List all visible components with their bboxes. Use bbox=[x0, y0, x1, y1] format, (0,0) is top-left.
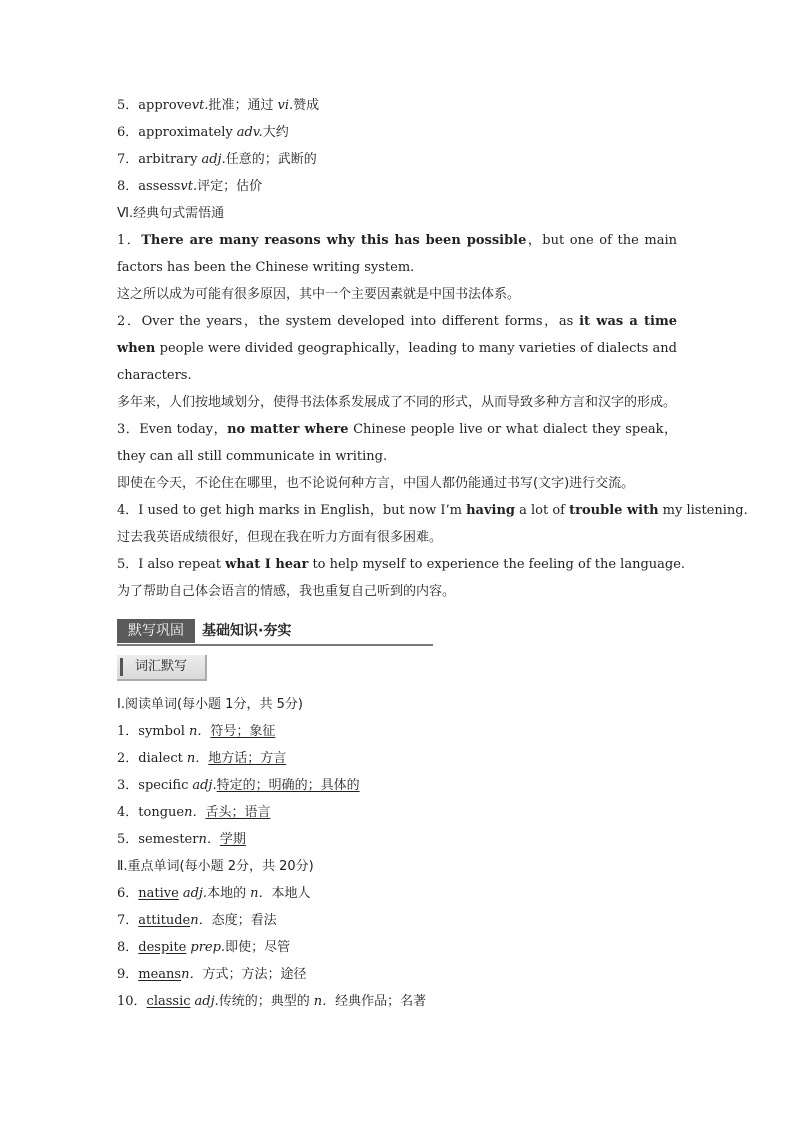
vocab-meaning: 即使；尽管 bbox=[225, 940, 291, 955]
vocab-meaning: 传统的；典型的 bbox=[218, 994, 310, 1009]
answer-item bbox=[117, 772, 677, 799]
vocab-meaning: 本地人 bbox=[271, 886, 311, 901]
part-of-speech: n． bbox=[184, 805, 206, 820]
answer-item bbox=[117, 799, 677, 826]
answer-item bbox=[117, 961, 677, 988]
answer-text: despite bbox=[138, 940, 187, 955]
part-of-speech: adv. bbox=[236, 125, 263, 140]
item-number: 4． bbox=[117, 503, 139, 518]
answer-text: 特定的；明确的；具体的 bbox=[216, 778, 360, 793]
item-number: 5． bbox=[117, 557, 139, 572]
vocab-meaning: 赞成 bbox=[293, 98, 320, 113]
banner-rule bbox=[117, 644, 433, 646]
part-of-speech: vt. bbox=[191, 98, 209, 113]
vocab-meaning: 态度；看法 bbox=[211, 913, 277, 928]
answer-text: 学期 bbox=[219, 832, 246, 847]
sentence-4 bbox=[117, 497, 748, 524]
key-phrase: having bbox=[466, 503, 515, 518]
vocab-word: arbitrary bbox=[138, 152, 198, 167]
item-number: 7． bbox=[117, 152, 139, 167]
sentence-text: I used to get high marks in English，but now I’m bbox=[138, 503, 467, 518]
sentence-1-translation: 这之所以成为可能有很多原因，其中一个主要因素就是中国书法体系。 bbox=[117, 287, 521, 302]
answer-item bbox=[117, 745, 677, 772]
banner-label: 默写巩固 bbox=[117, 619, 195, 643]
vocab-meaning: 任意的；武断的 bbox=[225, 152, 317, 167]
document-page bbox=[117, 92, 748, 1015]
vocab-item bbox=[117, 119, 677, 146]
item-number: 7． bbox=[117, 913, 139, 928]
sentence-text: Even today， bbox=[139, 422, 228, 437]
answer-item bbox=[117, 718, 677, 745]
part-of-speech: n． bbox=[186, 751, 209, 766]
sentence-4-translation: 过去我英语成绩很好，但现在我在听力方面有很多困难。 bbox=[117, 530, 443, 545]
item-number: 1． bbox=[117, 724, 139, 739]
part-of-speech: n． bbox=[190, 913, 212, 928]
item-number: 3． bbox=[117, 778, 139, 793]
vocab-word: dialect bbox=[138, 751, 183, 766]
sentence-text: I also repeat bbox=[138, 557, 226, 572]
part-of-speech: n． bbox=[181, 967, 203, 982]
answer-item bbox=[117, 880, 677, 907]
section-title: Ⅵ.经典句式需悟通 bbox=[117, 206, 225, 221]
banner-title: 基础知识·夯实 bbox=[202, 623, 292, 639]
answer-item bbox=[117, 934, 677, 961]
sentence-1 bbox=[117, 227, 677, 281]
item-number: 1． bbox=[117, 233, 142, 248]
vocab-item bbox=[117, 146, 677, 173]
vocab-word: semester bbox=[138, 832, 199, 847]
answer-text: 地方话；方言 bbox=[208, 751, 287, 766]
item-number: 8． bbox=[117, 179, 139, 194]
vocab-word: specific bbox=[138, 778, 189, 793]
sentence-5-translation: 为了帮助自己体会语言的情感，我也重复自己听到的内容。 bbox=[117, 584, 456, 599]
part-2-title: Ⅱ.重点单词(每小题 2分，共 20分) bbox=[117, 859, 314, 874]
item-number: 8． bbox=[117, 940, 139, 955]
sub-banner-bar bbox=[120, 658, 123, 676]
sentence-text: Chinese people live or what dialect they speak，they can all still communicate in writing. bbox=[117, 422, 677, 464]
vocab-item bbox=[117, 173, 677, 200]
vocab-meaning: 方式；方法；途径 bbox=[202, 967, 307, 982]
sentence-text: my listening. bbox=[658, 503, 748, 518]
item-number: 6． bbox=[117, 125, 139, 140]
part-of-speech: adj. bbox=[194, 994, 219, 1009]
answer-text: 舌头；语言 bbox=[205, 805, 271, 820]
part-of-speech: adj. bbox=[201, 152, 226, 167]
vocab-item bbox=[117, 92, 677, 119]
sentence-text: a lot of bbox=[515, 503, 570, 518]
part-of-speech: n． bbox=[198, 832, 220, 847]
sentence-text: ，but one of the main factors has been the Chinese writing system. bbox=[117, 233, 677, 275]
vocab-word: tongue bbox=[138, 805, 185, 820]
part-of-speech: prep. bbox=[190, 940, 226, 955]
part-of-speech: adj. bbox=[182, 886, 208, 901]
section-banner bbox=[117, 619, 677, 645]
answer-text: attitude bbox=[138, 913, 191, 928]
item-number: 5． bbox=[117, 832, 139, 847]
vocab-meaning: 评定；估价 bbox=[197, 179, 263, 194]
item-number: 4． bbox=[117, 805, 139, 820]
item-number: 6． bbox=[117, 886, 139, 901]
item-number: 9． bbox=[117, 967, 139, 982]
key-phrase: trouble with bbox=[569, 503, 659, 518]
sentence-3-translation: 即使在今天，不论住在哪里，也不论说何种方言，中国人都仍能通过书写(文字)进行交流。 bbox=[117, 476, 635, 491]
sentence-3 bbox=[117, 416, 677, 470]
vocab-meaning: 批准；通过 bbox=[208, 98, 274, 113]
part-of-speech: n． bbox=[188, 724, 211, 739]
sentence-text: people were divided geographically，leading to many varieties of dialects and characters. bbox=[117, 341, 677, 383]
sub-banner bbox=[117, 655, 207, 681]
item-number: 2． bbox=[117, 751, 139, 766]
item-number: 5． bbox=[117, 98, 139, 113]
part-of-speech: adj. bbox=[192, 778, 217, 793]
answer-text: means bbox=[138, 967, 182, 982]
vocab-meaning: 大约 bbox=[262, 125, 289, 140]
answer-item bbox=[117, 988, 677, 1015]
key-phrase: no matter where bbox=[227, 422, 349, 437]
key-phrase: what I hear bbox=[225, 557, 309, 572]
item-number: 3． bbox=[117, 422, 140, 437]
part-1-title: Ⅰ.阅读单词(每小题 1分，共 5分) bbox=[117, 697, 303, 712]
item-number: 10． bbox=[117, 994, 147, 1009]
key-phrase: There are many reasons why this has been possible bbox=[141, 233, 527, 248]
answer-text: native bbox=[138, 886, 179, 901]
sub-banner-label: 词汇默写 bbox=[135, 659, 188, 674]
part-of-speech: n． bbox=[250, 886, 272, 901]
vocab-word: assess bbox=[138, 179, 181, 194]
sentence-2 bbox=[117, 308, 677, 389]
part-of-speech: vi. bbox=[277, 98, 294, 113]
part-of-speech: n． bbox=[313, 994, 336, 1009]
answer-text: classic bbox=[146, 994, 191, 1009]
vocab-meaning: 本地的 bbox=[207, 886, 247, 901]
part-of-speech: vt. bbox=[180, 179, 198, 194]
sentence-text: to help myself to experience the feeling of the language. bbox=[308, 557, 686, 572]
sentence-2-translation: 多年来，人们按地域划分，使得书法体系发展成了不同的形式，从而导致多种方言和汉字的形成。 bbox=[117, 395, 677, 410]
vocab-word: symbol bbox=[138, 724, 185, 739]
answer-item bbox=[117, 907, 677, 934]
answer-item bbox=[117, 826, 677, 853]
sentence-text: Over the years，the system developed into different forms，as bbox=[141, 314, 580, 329]
sentence-5 bbox=[117, 551, 686, 578]
vocab-word: approximately bbox=[138, 125, 233, 140]
item-number: 2． bbox=[117, 314, 142, 329]
key-phrase: it was a time when bbox=[117, 314, 677, 356]
vocab-word: approve bbox=[138, 98, 192, 113]
vocab-meaning: 经典作品；名著 bbox=[335, 994, 427, 1009]
answer-text: 符号；象征 bbox=[210, 724, 276, 739]
